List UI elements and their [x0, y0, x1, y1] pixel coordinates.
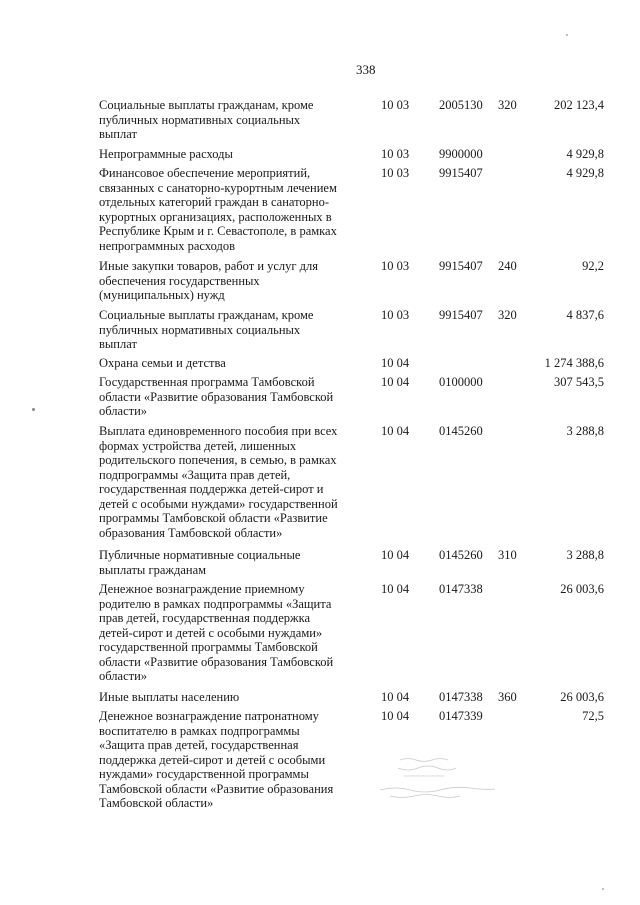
row-expense-type: 320 [498, 98, 517, 112]
scan-speck [566, 34, 568, 36]
page-number: 338 [356, 62, 376, 77]
row-amount: 26 003,6 [560, 690, 604, 704]
row-amount: 3 288,8 [566, 548, 604, 562]
row-section-code: 10 04 [381, 424, 410, 438]
row-section-code: 10 04 [381, 356, 410, 370]
scan-speck [602, 888, 604, 890]
row-section-code: 10 04 [381, 709, 410, 723]
row-target-code: 0147339 [439, 709, 483, 723]
row-target-code: 2005130 [439, 98, 483, 112]
row-amount: 4 929,8 [566, 166, 604, 180]
row-target-code: 9915407 [439, 166, 483, 180]
row-target-code: 0147338 [439, 582, 483, 596]
row-expense-type: 320 [498, 308, 517, 322]
row-amount: 92,2 [582, 259, 604, 273]
row-expense-type: 310 [498, 548, 517, 562]
row-expense-type: 240 [498, 259, 517, 273]
row-section-code: 10 03 [381, 98, 410, 112]
row-expense-type: 360 [498, 690, 517, 704]
row-section-code: 10 03 [381, 147, 410, 161]
row-description: Публичные нормативные социальные выплаты гражданам [99, 548, 301, 577]
margin-mark [32, 408, 35, 411]
row-description: Охрана семьи и детства [99, 356, 226, 370]
row-amount: 1 274 388,6 [544, 356, 604, 370]
row-description: Финансовое обеспечение мероприятий, связанных с санаторно-курортным лечением отдельных категорий граждан в санаторно- курортных организациях, расположенных в Республике Крым и г. Севастополе, в рамках непрограммных расходов [99, 166, 337, 253]
row-target-code: 0100000 [439, 375, 483, 389]
row-target-code: 9915407 [439, 308, 483, 322]
row-description: Иные закупки товаров, работ и услуг для обеспечения государственных (муниципальных) нужд [99, 259, 319, 302]
row-target-code: 0145260 [439, 424, 483, 438]
row-section-code: 10 04 [381, 582, 410, 596]
row-section-code: 10 04 [381, 548, 410, 562]
row-section-code: 10 04 [381, 375, 410, 389]
row-amount: 72,5 [582, 709, 604, 723]
row-description: Денежное вознаграждение патронатному воспитателю в рамках подпрограммы «Защита прав детей, государственная поддержка детей-сирот и детей с особыми нуждами» государственной программы Тамбовской области «Развитие образования Тамбовской области» [99, 709, 334, 810]
row-section-code: 10 04 [381, 690, 410, 704]
row-description: Социальные выплаты гражданам, кроме публичных нормативных социальных выплат [99, 308, 314, 351]
row-target-code: 0147338 [439, 690, 483, 704]
row-amount: 3 288,8 [566, 424, 604, 438]
row-amount: 202 123,4 [554, 98, 604, 112]
row-description: Выплата единовременного пособия при всех формах устройства детей, лишенных родительского попечения, в семью, в рамках подпрограммы «Защита прав детей, государственная поддержка детей-сирот и детей с особыми нуждами» государственной программы Тамбовской области «Развитие образования Тамбовской области» [99, 424, 338, 540]
row-target-code: 0145260 [439, 548, 483, 562]
row-amount: 4 837,6 [566, 308, 604, 322]
row-amount: 26 003,6 [560, 582, 604, 596]
row-description: Непрограммные расходы [99, 147, 233, 161]
stamp-impression [370, 750, 500, 805]
row-amount: 4 929,8 [566, 147, 604, 161]
row-section-code: 10 03 [381, 259, 410, 273]
row-description: Иные выплаты населению [99, 690, 240, 704]
row-description: Государственная программа Тамбовской области «Развитие образования Тамбовской области» [99, 375, 334, 418]
row-section-code: 10 03 [381, 308, 410, 322]
row-description: Денежное вознаграждение приемному родителю в рамках подпрограммы «Защита прав детей, государственная поддержка детей-сирот и детей с особыми нуждами» государственной программы Тамбовской области «Развитие образования Тамбовской области» [99, 582, 334, 683]
row-amount: 307 543,5 [554, 375, 604, 389]
row-target-code: 9900000 [439, 147, 483, 161]
row-description: Социальные выплаты гражданам, кроме публичных нормативных социальных выплат [99, 98, 314, 141]
row-section-code: 10 03 [381, 166, 410, 180]
row-target-code: 9915407 [439, 259, 483, 273]
